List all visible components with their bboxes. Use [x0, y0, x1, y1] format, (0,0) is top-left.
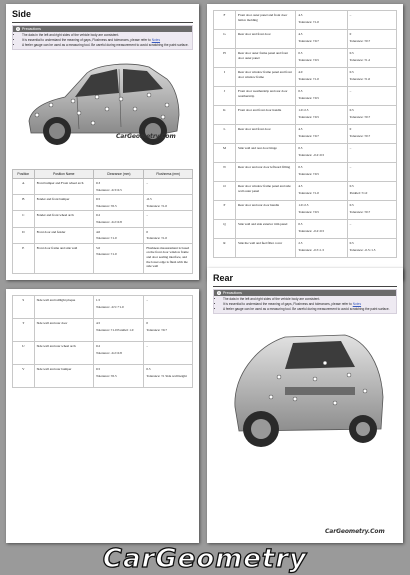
- col-flushness: Flushness (mm): [144, 170, 193, 179]
- tolerance-text: Tolerance: ±0.5: [298, 171, 319, 176]
- flushness-cell: 0 Tolerance: ±0.7: [347, 125, 396, 144]
- clearance-cell: 0.5 Tolerance: ±0.5: [296, 87, 347, 106]
- flushness-cell: 0.5 Tolerance: ±1 Side wall height: [144, 365, 193, 388]
- table-row: [214, 239, 397, 258]
- clearance-cell: 2.5 Tolerance: -0.5~1.5: [296, 239, 347, 258]
- tolerance-text: Tolerance: -0.5~+1.0: [95, 304, 124, 309]
- col-position: Position: [13, 170, 35, 179]
- tolerance-text: Tolerance: -0.2~0.8: [95, 219, 122, 224]
- page-title: Side: [12, 9, 32, 19]
- tolerance-text: Tolerance: ±1.0 Parallel: 1.0: [95, 327, 134, 332]
- position-name-cell: Fender and front wheel arch: [34, 211, 93, 227]
- notes-link[interactable]: Notes: [352, 302, 362, 306]
- rear-car-illustration: [215, 317, 395, 457]
- tolerance-text: Tolerance: ±1.2: [349, 57, 371, 62]
- watermark: CarGeometry.Com: [116, 133, 176, 140]
- spec-table: [12, 169, 193, 274]
- table-row: [214, 49, 397, 68]
- tolerance-text: Tolerance: ±0.7: [349, 133, 371, 138]
- flushness-cell: –: [347, 144, 396, 163]
- tolerance-text: Tolerance: ±1 Side wall height: [146, 373, 187, 378]
- tolerance-text: Tolerance: -0.5~1.5: [298, 247, 325, 252]
- tolerance-text: Parallel: ±1.0: [349, 190, 368, 195]
- table-row: [214, 163, 397, 182]
- table-row: [13, 342, 193, 365]
- table-row: [13, 211, 193, 227]
- clearance-cell: 1.0~2.5 Tolerance: ±0.5: [296, 201, 347, 220]
- position-cell: F: [214, 11, 236, 30]
- clearance-cell: 1.5 Tolerance: -0.5~+1.0: [93, 296, 143, 319]
- position-name-cell: Front door weatherstrip and rear door weatherstrip: [235, 87, 295, 106]
- position-cell: D: [13, 227, 35, 243]
- table-row: [13, 179, 193, 195]
- side-page: [6, 4, 199, 280]
- clearance-cell: 0.2 Tolerance: -0.2~0.8: [93, 342, 143, 365]
- tolerance-text: Tolerance: ±0.5: [298, 95, 319, 100]
- tolerance-text: Tolerance: -0.5~1.5: [349, 247, 376, 252]
- position-name-cell: Front door outer panel and front door lattice molding: [235, 11, 295, 30]
- position-cell: L: [214, 125, 236, 144]
- tolerance-text: Tolerance: ±0.7: [349, 209, 371, 214]
- table-row: [13, 365, 193, 388]
- col-position-name: Position Name: [34, 170, 93, 179]
- tolerance-text: Tolerance: ±0.5: [298, 114, 319, 119]
- clearance-cell: 0.5 Tolerance: ±0.5: [93, 195, 143, 211]
- precaution-item: • A feeler gauge can be used as a measuring tool. Be careful during measurement to avoid scratching the paint surface.: [223, 307, 396, 312]
- table-row: [214, 144, 397, 163]
- position-cell: V: [13, 365, 35, 388]
- tolerance-text: Tolerance: ±1.0: [298, 19, 319, 24]
- position-cell: R: [214, 239, 236, 258]
- precaution-item: • The data in the left and right sides of the vehicle body are consistent.: [223, 297, 396, 302]
- flushness-cell: –: [144, 211, 193, 227]
- tolerance-text: Tolerance: ±0.7: [146, 327, 167, 332]
- position-cell: E: [13, 243, 35, 273]
- clearance-cell: 0.5 Tolerance: -0.2~0.5: [296, 220, 347, 239]
- tolerance-text: Tolerance: ±0.5: [298, 209, 319, 214]
- precaution-item: • The data in the left and right sides of the vehicle body are consistent.: [22, 33, 192, 38]
- flushness-cell: –: [144, 179, 193, 195]
- tolerance-text: Tolerance: -0.2~0.8: [95, 350, 122, 355]
- position-cell: O: [214, 182, 236, 201]
- tolerance-text: Tolerance: ±1.0: [298, 190, 319, 195]
- flushness-cell: 0.5 Tolerance: ±0.7: [347, 106, 396, 125]
- tolerance-text: Tolerance: ±0.5: [95, 373, 117, 378]
- position-name-cell: Side the wall and fuel filler cover: [235, 239, 295, 258]
- tolerance-text: Tolerance: ±1.0: [349, 76, 371, 81]
- table-row: [13, 319, 193, 342]
- position-name-cell: Rear door and rear door leftward filling: [235, 163, 295, 182]
- clearance-cell: 0.5 Tolerance: -0.2~0.5: [296, 144, 347, 163]
- col-clearance: Clearance (mm): [93, 170, 143, 179]
- page-title: Rear: [213, 273, 234, 283]
- side-car-illustration: [17, 53, 189, 161]
- flushness-cell: 0 Tolerance: ±0.7: [347, 30, 396, 49]
- clearance-cell: 4.5 Tolerance: ±1.0 Parallel: 1.0: [93, 319, 143, 342]
- position-cell: N: [214, 163, 236, 182]
- position-cell: B: [13, 195, 35, 211]
- flushness-cell: Flushness measurement is based on the front door window frame and door sealing interface, and the lower edge is flush with the side wall: [144, 243, 193, 273]
- table-row: [214, 201, 397, 220]
- table-row: [214, 87, 397, 106]
- position-name-cell: Rear door outer frame panel and front door outer panel: [235, 49, 295, 68]
- position-name-cell: Side wall and side exterior trim panel: [235, 220, 295, 239]
- position-name-cell: Rear door and rear door handle: [235, 201, 295, 220]
- table-row: [214, 182, 397, 201]
- precautions-header: [214, 290, 396, 296]
- position-cell: A: [13, 179, 35, 195]
- clearance-cell: 0.5 Tolerance: ±0.5: [93, 365, 143, 388]
- tolerance-text: Tolerance: ±1.0: [146, 203, 167, 208]
- flushness-cell: –: [144, 296, 193, 319]
- table-row: [214, 106, 397, 125]
- position-name-cell: Side wall and rear wheel arch: [34, 342, 93, 365]
- notes-link[interactable]: Notes: [151, 38, 161, 42]
- table-row: [214, 125, 397, 144]
- position-name-cell: Fender and front bumper: [34, 195, 93, 211]
- table-row: [13, 243, 193, 273]
- position-name-cell: Side wall and rear door hinge: [235, 144, 295, 163]
- precautions-heading: Precautions: [22, 27, 41, 31]
- title-divider: [12, 22, 193, 23]
- logo-text: CarGeometry: [102, 544, 308, 574]
- flushness-cell: 0.5 Tolerance: ±0.7: [347, 201, 396, 220]
- flushness-cell: –: [144, 342, 193, 365]
- clearance-cell: 4.5 Tolerance: ±1.0: [296, 11, 347, 30]
- info-icon: i: [17, 27, 19, 31]
- position-cell: G: [214, 30, 236, 49]
- flushness-cell: 0 Tolerance: ±0.7: [144, 319, 193, 342]
- precautions-list: [13, 33, 192, 48]
- precautions-list: [214, 297, 396, 312]
- table-row: [214, 30, 397, 49]
- position-name-cell: Side wall and rear bumper: [34, 365, 93, 388]
- position-cell: S: [13, 296, 35, 319]
- flushness-cell: 0.5 Parallel: ±1.0: [347, 182, 396, 201]
- position-cell: C: [13, 211, 35, 227]
- flushness-cell: –: [347, 11, 396, 30]
- clearance-cell: 4.5 Tolerance: ±0.7: [296, 125, 347, 144]
- precautions-heading: Precautions: [223, 291, 242, 295]
- tolerance-text: Tolerance: ±0.7: [298, 133, 319, 138]
- clearance-cell: 0.5 Tolerance: ±0.5: [296, 49, 347, 68]
- info-icon: i: [218, 291, 220, 295]
- precaution-item: • It is essential to understand the meaning of gaps, Flushness and tolerances, please refer to Notes: [22, 38, 192, 43]
- position-cell: J: [214, 87, 236, 106]
- continuation-page-2: [6, 289, 199, 543]
- position-cell: U: [13, 342, 35, 365]
- position-cell: K: [214, 106, 236, 125]
- clearance-cell: 4.0 Tolerance: ±1.0: [93, 227, 143, 243]
- precautions-box: [213, 289, 397, 314]
- position-name-cell: Rear door and front door: [235, 125, 295, 144]
- table-row: [214, 220, 397, 239]
- continuation-page: [207, 4, 403, 280]
- clearance-cell: 4.0 Tolerance: ±1.0: [296, 68, 347, 87]
- tolerance-text: Tolerance: ±1.0: [146, 236, 167, 241]
- tolerance-text: Tolerance: -0.3~0.5: [95, 187, 122, 192]
- table-row: [13, 296, 193, 319]
- tolerance-text: Tolerance: -0.2~0.5: [298, 152, 325, 157]
- title-divider: [213, 286, 397, 287]
- clearance-cell: 0.3 Tolerance: -0.3~0.5: [93, 179, 143, 195]
- position-cell: H: [214, 49, 236, 68]
- watermark: CarGeometry.Com: [325, 528, 385, 535]
- position-name-cell: Rear door and front door: [235, 30, 295, 49]
- tolerance-text: Tolerance: ±1.0: [95, 252, 117, 257]
- clearance-cell: 4.5 Tolerance: ±0.7: [296, 30, 347, 49]
- flushness-cell: –: [347, 163, 396, 182]
- position-name-cell: Side wall and rear door: [34, 319, 93, 342]
- tolerance-text: Tolerance: ±0.5: [95, 203, 117, 208]
- precaution-item: • A feeler gauge can be used as a measuring tool. Be careful during measurement to avoid scratching the paint surface.: [22, 43, 192, 48]
- tolerance-text: Tolerance: ±1.0: [298, 76, 319, 81]
- clearance-cell: 4.5 Tolerance: ±1.0: [296, 182, 347, 201]
- tolerance-text: Tolerance: ±0.7: [349, 38, 371, 43]
- clearance-cell: 5.0 Tolerance: ±1.0: [93, 243, 143, 273]
- position-name-cell: Rear door window frame panel and side wall outer panel: [235, 182, 295, 201]
- clearance-cell: 1.0~2.5 Tolerance: ±0.5: [296, 106, 347, 125]
- table-row: [13, 227, 193, 243]
- flushness-cell: –: [347, 220, 396, 239]
- position-name-cell: Front door frame and side wall: [34, 243, 93, 273]
- table-row: [13, 195, 193, 211]
- position-cell: M: [214, 144, 236, 163]
- spec-table: [213, 10, 397, 258]
- position-cell: T: [13, 319, 35, 342]
- precautions-box: [12, 25, 193, 50]
- rear-page: [207, 268, 403, 543]
- position-cell: Q: [214, 220, 236, 239]
- position-cell: P: [214, 201, 236, 220]
- tolerance-text: Tolerance: ±1.0: [95, 236, 117, 241]
- clearance-cell: 0.5 Tolerance: ±0.5: [296, 163, 347, 182]
- tolerance-text: Tolerance: ±0.5: [298, 57, 319, 62]
- table-row: [214, 11, 397, 30]
- flushness-cell: 0.5 Tolerance: -0.5~1.5: [347, 239, 396, 258]
- precaution-item: • It is essential to understand the meaning of gaps, Flushness and tolerances, please refer to Notes: [223, 302, 396, 307]
- spec-table: [12, 295, 193, 388]
- position-cell: I: [214, 68, 236, 87]
- position-name-cell: Front bumper and Front wheel arch: [34, 179, 93, 195]
- position-name-cell: Front door and fender: [34, 227, 93, 243]
- flushness-cell: 0.5 Tolerance: ±1.2: [347, 49, 396, 68]
- clearance-cell: 0.2 Tolerance: -0.2~0.8: [93, 211, 143, 227]
- position-name-cell: Side wall and taillight plaque: [34, 296, 93, 319]
- flushness-cell: 0 Tolerance: ±1.0: [144, 227, 193, 243]
- position-name-cell: Rear door window frame panel and front door window frame: [235, 68, 295, 87]
- flushness-cell: 0.5 Tolerance: ±1.0: [347, 68, 396, 87]
- precautions-header: [13, 26, 192, 32]
- table-row: [214, 68, 397, 87]
- tolerance-text: Tolerance: -0.2~0.5: [298, 228, 325, 233]
- tolerance-text: Tolerance: ±0.7: [349, 114, 371, 119]
- cargeometry-logo: [0, 543, 410, 575]
- position-name-cell: Front door and front door handle: [235, 106, 295, 125]
- flushness-cell: -0.5 Tolerance: ±1.0: [144, 195, 193, 211]
- flushness-cell: –: [347, 87, 396, 106]
- tolerance-text: Tolerance: ±0.7: [298, 38, 319, 43]
